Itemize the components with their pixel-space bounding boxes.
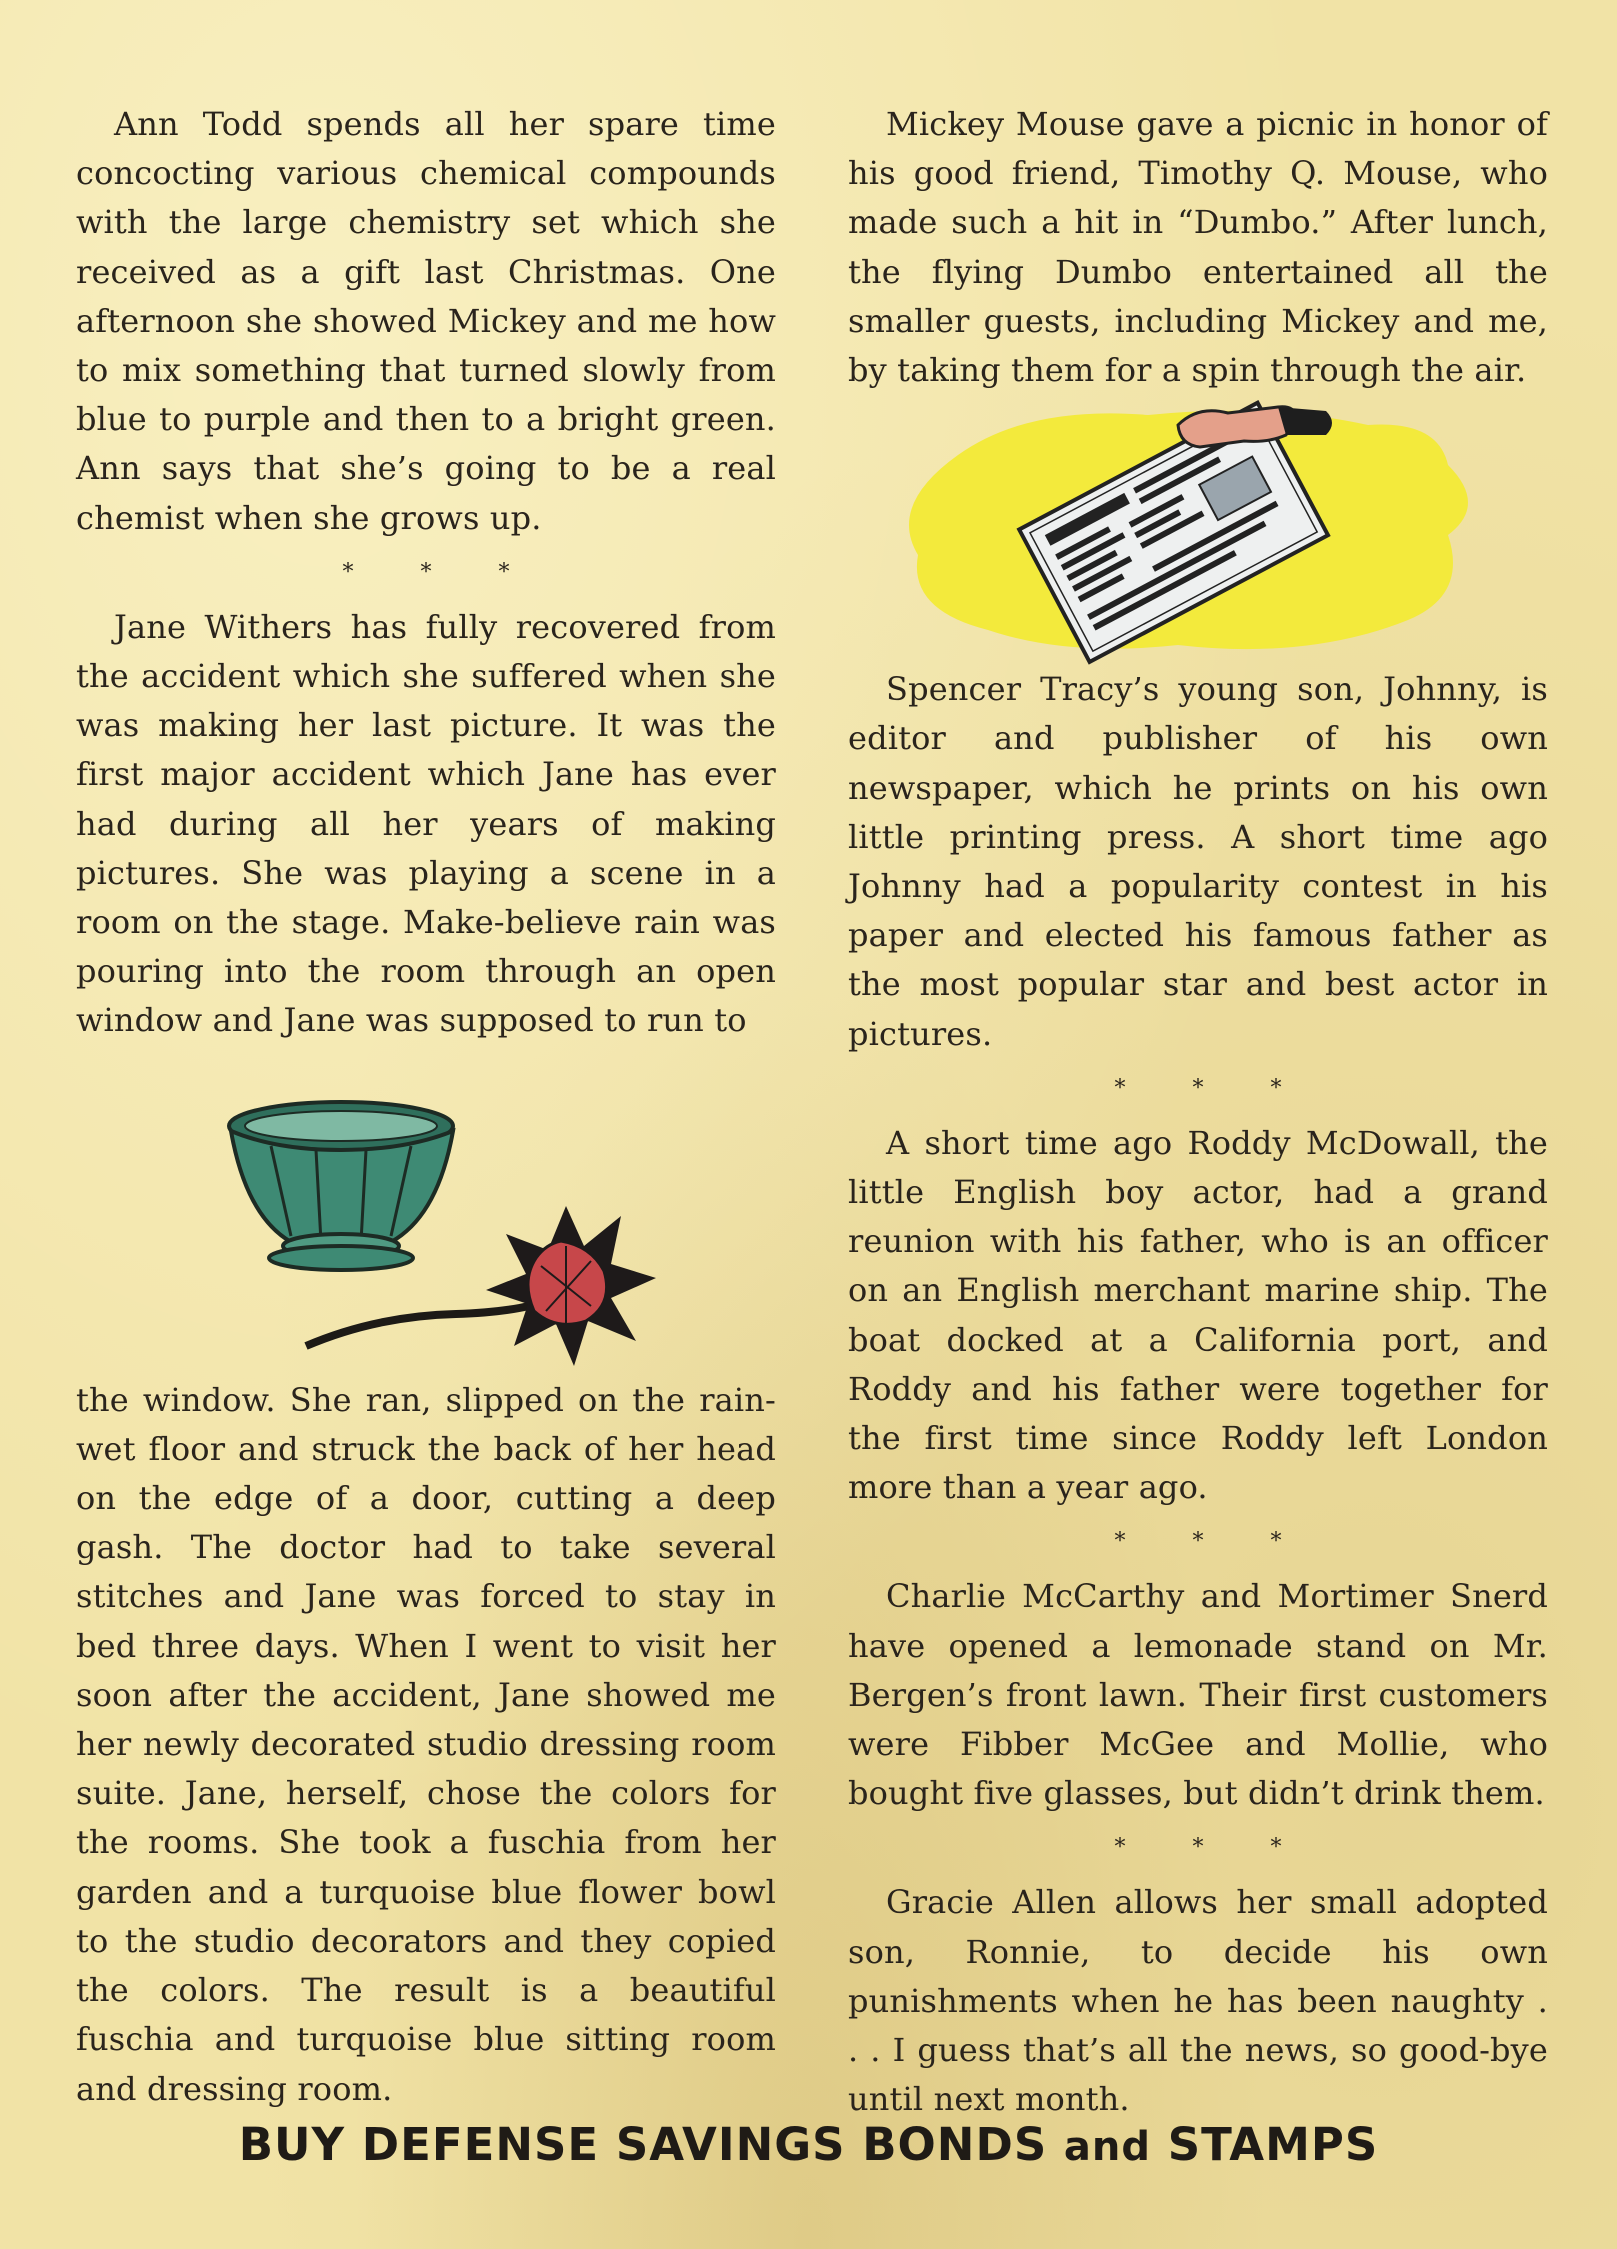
article-spencer-tracy: Spencer Tracy’s young son, Johnny, is editor and publisher of his own newspaper, which he prints on his own little printing press. A short time ago Johnny had a popularity contest in his paper and elected his famous father as the most popular star and best actor in pictures.	[848, 670, 1548, 1053]
article-ann-todd: Ann Todd spends all her spare time concocting various chemical compounds with the large chemistry set which she received as a gift last Christmas. One afternoon she showed Mickey and me how to mix something that turned slowly from blue to purple and then to a bright green. Ann says that she’s going to be a real chemist when she grows up.	[76, 105, 776, 537]
article-jane-withers-part1: Jane Withers has fully recovered from the accident which she suffered when she was making her last picture. It was the first major accident which Jane has ever had during all her years of making pictures. She was playing a scene in a room on the stage. Make-believe rain was pouring into the room through an open window and Jane was supposed to run to	[76, 607, 776, 1040]
banner-part1: BUY DEFENSE SAVINGS BONDS	[238, 2118, 1048, 2171]
flower-bowl-illustration	[76, 1046, 776, 1376]
banner-part3: STAMPS	[1167, 2118, 1379, 2171]
newspaper-in-hand-icon	[848, 395, 1548, 665]
section-separator: * * *	[1114, 1529, 1312, 1555]
section-separator: * * *	[1114, 1835, 1312, 1861]
article-roddy-mcdowall: A short time ago Roddy McDowall, the little English boy actor, had a grand reunion with his father, who is an officer on an English merchant marine ship. The boat docked at a California port, and Roddy and his father were together for the first time since Roddy left London more than a year ago.	[848, 1123, 1548, 1507]
article-charlie-mccarthy: Charlie McCarthy and Mortimer Snerd have opened a lemonade stand on Mr. Bergen’s front lawn. Their first customers were Fibber McGee and Mollie, who bought five glasses, but didn’t drink them.	[848, 1577, 1548, 1813]
section-separator: * * *	[342, 559, 540, 585]
section-separator: * * *	[1114, 1075, 1312, 1101]
defense-bonds-banner	[0, 2118, 1617, 2171]
article-gracie-allen: Gracie Allen allows her small adopted son, Ronnie, to decide his own punishments when he has been naughty . . . I guess that’s all the news, so good-bye until next month.	[848, 1883, 1548, 2119]
right-column	[848, 100, 1548, 2125]
article-mickey-mouse: Mickey Mouse gave a picnic in honor of his good friend, Timothy Q. Mouse, who made such a hit in “Dumbo.” After lunch, the flying Dumbo entertained all the smaller guests, including Mickey and me, by taking them for a spin through the air.	[848, 105, 1548, 390]
banner-part2: and	[1063, 2124, 1152, 2170]
newspaper-illustration	[848, 395, 1548, 665]
article-jane-withers-part2: the window. She ran, slipped on the rain-wet floor and struck the back of her head on the edge of a door, cutting a deep gash. The doctor had to take several stitches and Jane was forced to stay in bed three days. When I went to visit her soon after the accident, Jane showed me her newly decorated studio dressing room suite. Jane, herself, chose the colors for the rooms. She took a fuschia from her garden and a turquoise blue flower bowl to the studio decorators and they copied the colors. The result is a beautiful fuschia and turquoise blue sitting room and dressing room.	[76, 1380, 776, 2108]
flower-bowl-with-fuschia-icon	[76, 1046, 776, 1376]
left-column	[76, 100, 776, 2114]
